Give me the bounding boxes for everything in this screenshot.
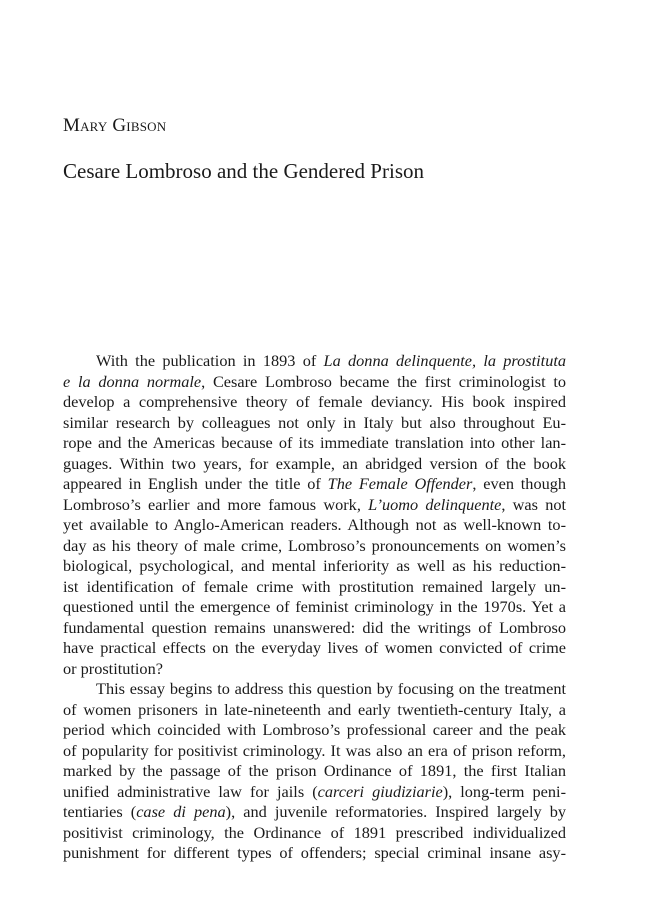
text-line bbox=[63, 536, 566, 557]
text-segment: ist identification of female crime with prostitution remained largely un- bbox=[63, 576, 566, 596]
italic-text: case di pena bbox=[136, 802, 226, 821]
text-segment: This essay begins to address this question by focusing on the treatment bbox=[96, 679, 566, 698]
text-line bbox=[63, 556, 566, 577]
text-line bbox=[63, 843, 566, 864]
text-line bbox=[63, 782, 566, 803]
text-segment: ), long-term peni- bbox=[442, 781, 566, 801]
text-line bbox=[63, 454, 566, 475]
text-line bbox=[63, 720, 566, 741]
italic-text: L’uomo delinquente bbox=[368, 494, 502, 514]
text-line bbox=[63, 618, 566, 639]
chapter-title: Cesare Lombroso and the Gendered Prison bbox=[63, 159, 424, 183]
text-line bbox=[63, 351, 566, 372]
text-line bbox=[63, 741, 566, 762]
paragraph bbox=[63, 351, 566, 679]
text-segment: have practical effects on the everyday lives of women convicted of crime bbox=[63, 638, 566, 657]
italic-text: carceri giudiziarie bbox=[317, 781, 443, 801]
text-segment: punishment for different types of offenders; special criminal insane asy- bbox=[63, 843, 566, 862]
text-line bbox=[63, 515, 566, 536]
text-segment: marked by the passage of the prison Ordinance of 1891, the first Italian bbox=[63, 761, 566, 780]
text-line bbox=[63, 577, 566, 598]
text-line bbox=[63, 638, 566, 659]
italic-text: e la donna normale bbox=[63, 371, 202, 391]
text-segment: or prostitution? bbox=[63, 658, 163, 678]
text-segment: develop a comprehensive theory of female deviancy. His book inspired bbox=[63, 392, 566, 411]
text-segment: yet available to Anglo-American readers. Although not as well-known to- bbox=[63, 515, 566, 534]
text-segment: positivist criminology, the Ordinance of 1891 prescribed individualized bbox=[63, 822, 566, 842]
text-segment: of women prisoners in late-nineteenth and early twentieth-century Italy, a bbox=[63, 699, 566, 719]
text-line bbox=[63, 761, 566, 782]
text-segment: guages. Within two years, for example, an abridged version of the book bbox=[63, 453, 566, 473]
text-segment: Lombroso’s earlier and more famous work, bbox=[63, 494, 369, 514]
text-segment: rope and the Americas because of its immediate translation into other lan- bbox=[63, 433, 566, 452]
chapter-author: Mary Gibson bbox=[63, 115, 167, 136]
text-line bbox=[63, 433, 566, 454]
text-segment: , Cesare Lombroso became the first criminologist to bbox=[201, 371, 567, 391]
text-segment: day as his theory of male crime, Lombroso’s pronouncements on women’s bbox=[63, 535, 566, 555]
text-segment: of popularity for positivist criminology. It was also an era of prison reform, bbox=[63, 740, 566, 760]
text-segment: , even though bbox=[472, 474, 567, 493]
text-line bbox=[63, 597, 566, 618]
text-segment: questioned until the emergence of feminist criminology in the 1970s. Yet a bbox=[63, 597, 566, 616]
text-segment: appeared in English under the title of bbox=[63, 474, 328, 493]
text-segment: With the publication in 1893 of bbox=[96, 351, 324, 370]
text-segment: , was not bbox=[501, 494, 567, 514]
paragraph bbox=[63, 679, 566, 864]
text-line bbox=[63, 679, 566, 700]
text-segment: fundamental question remains unanswered: did the writings of Lombroso bbox=[63, 617, 566, 637]
text-line bbox=[63, 413, 566, 434]
chapter-body bbox=[63, 351, 566, 864]
text-line bbox=[63, 495, 566, 516]
text-segment: ), and juvenile reformatories. Inspired largely by bbox=[225, 802, 566, 821]
text-segment: unified administrative law for jails ( bbox=[63, 781, 318, 801]
text-line bbox=[63, 659, 566, 680]
italic-text: The Female Offender bbox=[327, 474, 473, 493]
text-segment: tentiaries ( bbox=[63, 802, 137, 821]
italic-text: La donna delinquente, la prostituta bbox=[323, 351, 566, 370]
text-line bbox=[63, 823, 566, 844]
text-segment: period which coincided with Lombroso’s professional career and the peak bbox=[63, 720, 566, 739]
text-line bbox=[63, 700, 566, 721]
text-line bbox=[63, 392, 566, 413]
text-segment: similar research by colleagues not only in Italy but also throughout Eu- bbox=[63, 412, 566, 432]
text-line bbox=[63, 474, 566, 495]
text-segment: biological, psychological, and mental inferiority as well as his reduction- bbox=[63, 556, 566, 575]
text-line bbox=[63, 802, 566, 823]
text-line bbox=[63, 372, 566, 393]
